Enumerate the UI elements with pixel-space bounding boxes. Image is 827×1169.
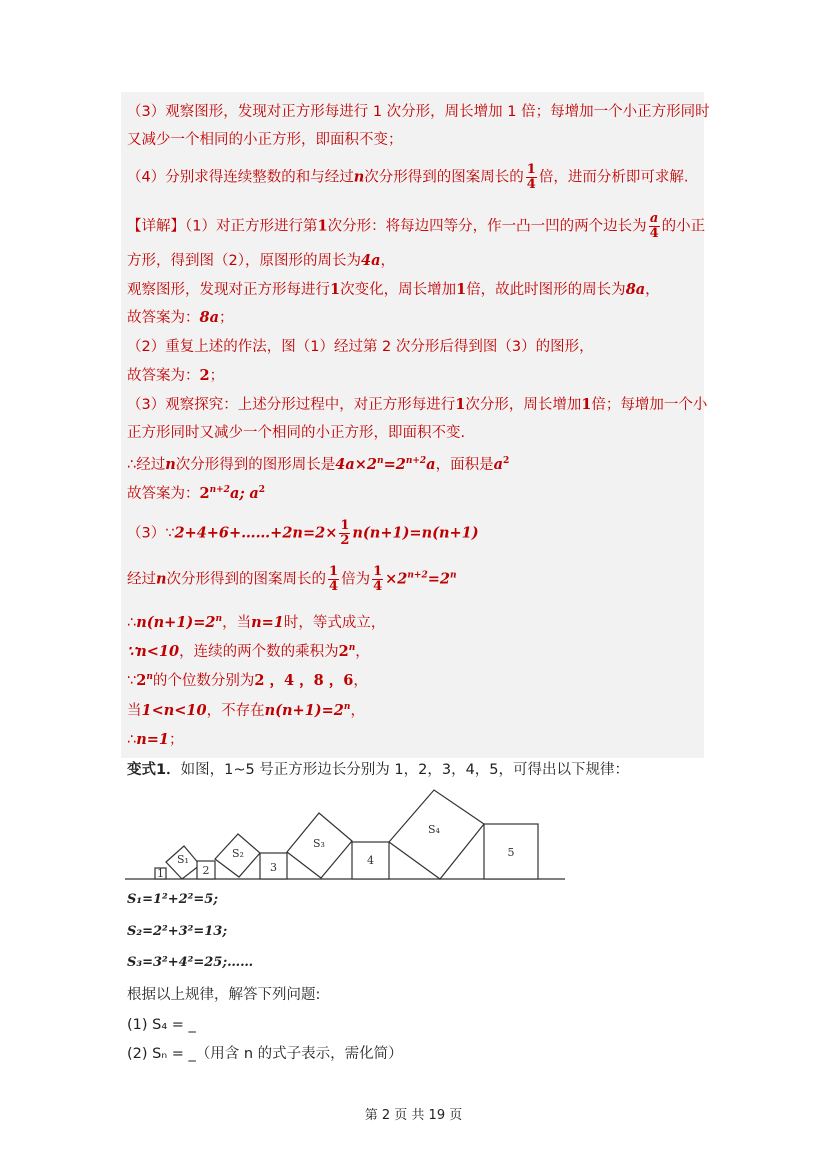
label-3: 3 xyxy=(270,861,277,874)
label-s2: S₂ xyxy=(232,847,244,860)
detail-line-9: ∴经过n次分形得到的图形周长是$4a\times 2^n=2^{n+2}a$，面积是$a^2$ xyxy=(127,455,510,473)
squares-figure xyxy=(123,785,568,885)
analysis-line-3a: （3）观察图形，发现对正方形每进行 1 次分形，周长增加 1 倍；每增加一个小正方形同时 xyxy=(127,104,710,120)
detail-line-5: （2）重复上述的作法，图（1）经过第 2 次分形后得到图（3）的图形， xyxy=(127,339,594,355)
detail-line-7: （3）观察探究：上述分形过程中，对正方形每进行1次分形，周长增加1倍；每增加一个小 xyxy=(127,396,708,413)
question-2: (2) Sₙ = _（用含 n 的式子表示，需化简） xyxy=(127,1046,403,1062)
page-footer: 第 2 页 共 19 页 xyxy=(364,1108,463,1123)
detail-line-2: 方形，得到图（2），原图形的周长为4a， xyxy=(127,252,395,269)
detail-line-15: ∵2$^n$的个位数分别为2 ，4 ，8 ，6， xyxy=(127,671,368,689)
detail-line-17: ∴n=1； xyxy=(127,731,184,748)
detail-line-1: 【详解】（1）对正方形进行第1次分形：将每边四等分，作一凸一凹的两个边长为 $\frac{a}{4}$ 的小正 xyxy=(127,211,706,241)
label-s1: S₁ xyxy=(177,853,189,866)
label-1: 1 xyxy=(157,867,164,880)
formula-s1: S₁=1²+2²=5; xyxy=(127,892,219,907)
detail-line-14: ∵n<10，连续的两个数的乘积为2$^n$， xyxy=(127,642,370,660)
detail-line-12: 经过n次分形得到的图案周长的 $\frac{1}{4}$ 倍为 $\frac{1}{4}$ $\times 2^{n+2}=2^n$ xyxy=(127,564,457,594)
detail-line-16: 当1<n<10，不存在$n(n+1)=2^n$， xyxy=(127,701,365,719)
detail-line-6: 故答案为：2； xyxy=(127,367,225,384)
variant-heading: 变式1．如图，1~5 号正方形边长分别为 1，2，3，4，5，可得出以下规律： xyxy=(127,762,630,778)
question-1: (1) S₄ = _ xyxy=(127,1017,196,1033)
formula-s3: S₃=3²+4²=25;…… xyxy=(127,955,254,970)
formula-s2: S₂=2²+3²=13; xyxy=(127,924,228,939)
detail-line-3: 观察图形，发现对正方形每进行1次变化，周长增加1倍，故此时图形的周长为8a， xyxy=(127,281,660,298)
detail-line-4: 故答案为：8a； xyxy=(127,309,234,326)
analysis-line-4: （4）分别求得连续整数的和与经过n次分形得到的图案周长的 $\frac{1}{4}$ 倍，进而分析即可求解. xyxy=(127,162,689,192)
label-5: 5 xyxy=(507,846,515,859)
detail-line-11: （3）∵2+4+6+……+2n=2× $\frac{1}{2}$ n(n+1)=n(n+1) xyxy=(127,518,479,548)
label-s4: S₄ xyxy=(428,823,440,836)
label-4: 4 xyxy=(367,854,374,867)
analysis-line-3b: 又减少一个相同的小正方形，即面积不变； xyxy=(127,132,403,148)
label-s3: S₃ xyxy=(313,837,325,850)
label-2: 2 xyxy=(202,864,210,877)
variant-prompt: 根据以上规律，解答下列问题: xyxy=(127,987,321,1003)
detail-line-10: 故答案为：$2^{n+2}a$; $a^2$ xyxy=(127,484,265,502)
detail-line-8: 正方形同时又减少一个相同的小正方形，即面积不变. xyxy=(127,425,466,441)
detail-line-13: $\therefore n(n+1)=2^n$，当n=1时，等式成立， xyxy=(127,613,386,631)
